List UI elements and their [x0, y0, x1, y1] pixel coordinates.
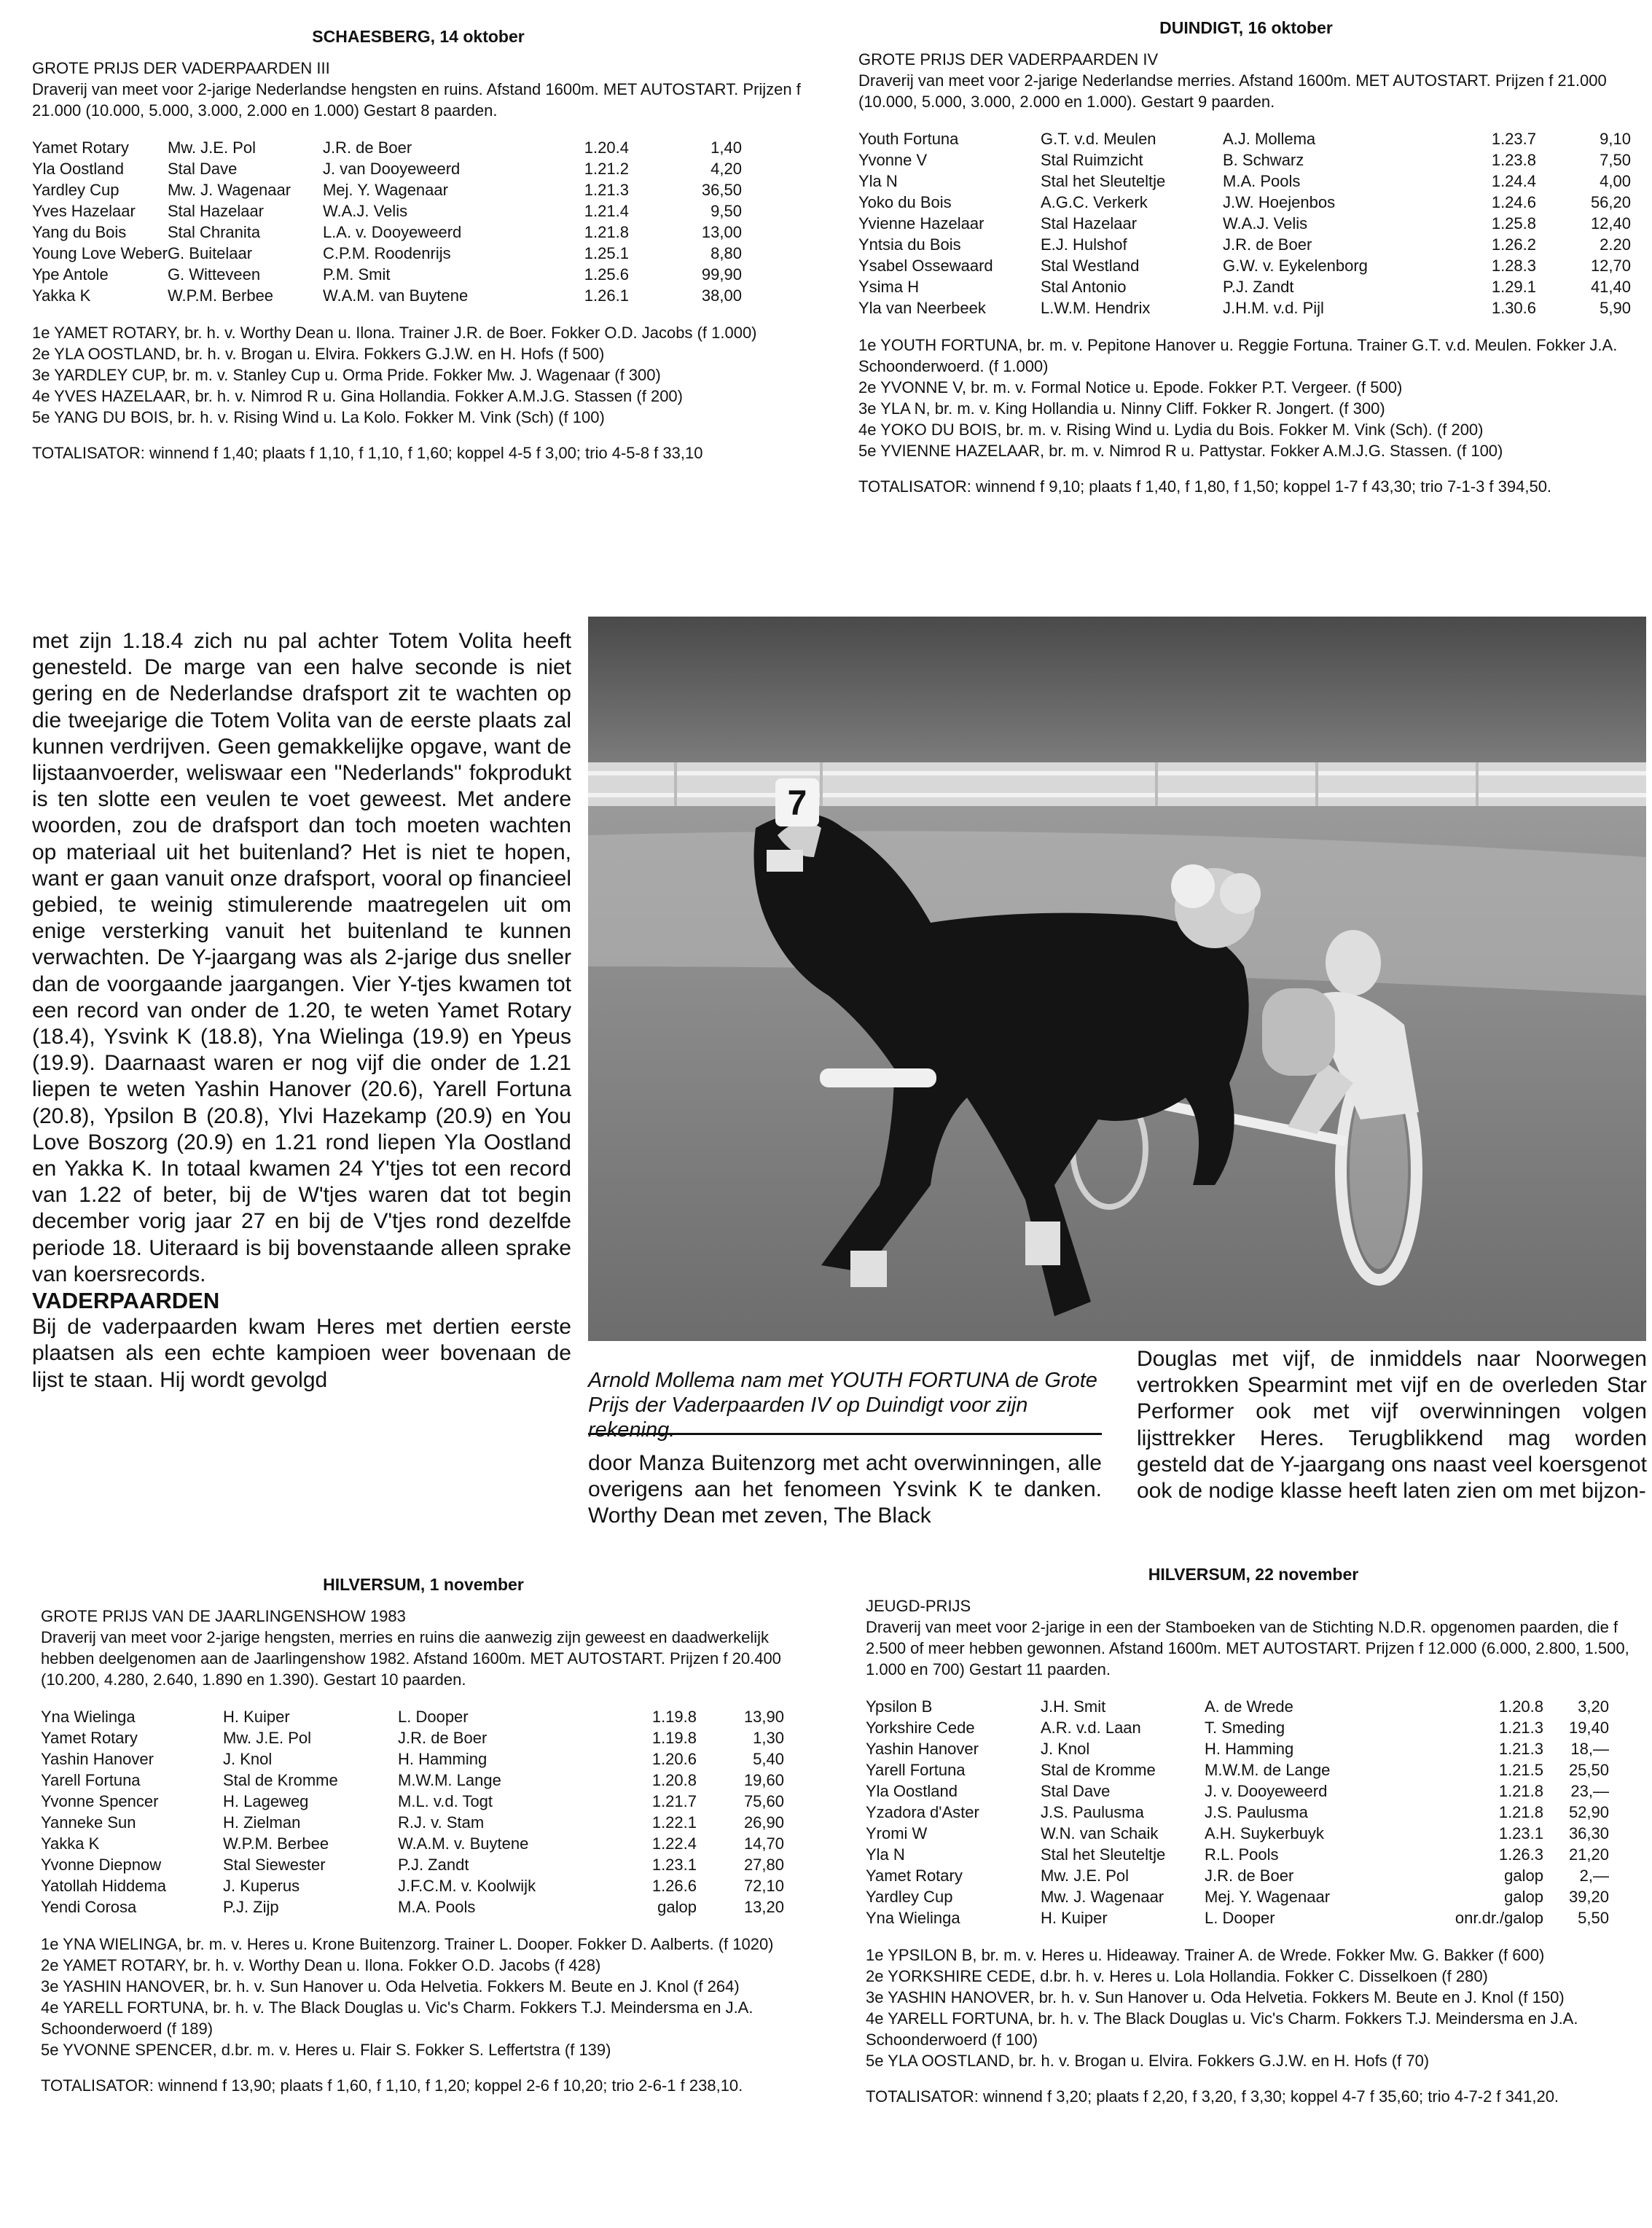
cell-owner: Stal het Sleuteltje — [1041, 172, 1166, 190]
cell-odds: 13,90 — [743, 1708, 784, 1726]
cell-horse-name: Yntsia du Bois — [858, 235, 961, 254]
cell-horse-name: Yang du Bois — [32, 223, 127, 241]
cell-horse-name: Yamet Rotary — [32, 138, 129, 157]
cell-odds: 56,20 — [1590, 193, 1631, 211]
cell-driver: C.P.M. Roodenrijs — [322, 244, 451, 262]
cell-time: 1.23.7 — [1491, 130, 1536, 148]
table-row — [866, 1696, 1609, 1717]
race-title: GROTE PRIJS DER VADERPAARDEN IV — [858, 50, 1159, 69]
placing-item: 3e YLA N, br. m. v. King Hollandia u. Ninny Cliff. Fokker R. Jongert. (f 300) — [858, 399, 1385, 418]
cell-driver: J. v. Dooyeweerd — [1205, 1782, 1328, 1800]
cell-owner: Mw. J.E. Pol — [167, 138, 256, 157]
cell-driver: J. van Dooyeweerd — [322, 160, 461, 178]
cell-driver: P.M. Smit — [322, 265, 391, 284]
cell-horse-name: Ypsilon B — [866, 1697, 933, 1716]
cell-odds: 18,— — [1570, 1740, 1609, 1758]
cell-odds: 9,10 — [1600, 130, 1631, 148]
cell-time: 1.20.6 — [651, 1750, 697, 1768]
race-title: JEUGD-PRIJS — [866, 1597, 971, 1615]
cell-time: 1.21.8 — [1498, 1782, 1543, 1800]
cell-horse-name: Ype Antole — [32, 265, 109, 284]
cell-owner: Stal Hazelaar — [167, 202, 265, 220]
cell-time: 1.19.8 — [651, 1708, 697, 1726]
cell-horse-name: Yvienne Hazelaar — [858, 214, 984, 232]
cell-driver: M.W.M. de Lange — [1205, 1761, 1331, 1779]
table-row — [32, 179, 742, 200]
cell-odds: 36,50 — [701, 181, 742, 199]
cell-owner: Stal het Sleuteltje — [1041, 1845, 1166, 1864]
cell-horse-name: Yla van Neerbeek — [858, 299, 986, 317]
cell-driver: B. Schwarz — [1223, 151, 1304, 169]
cell-time: 1.26.1 — [584, 286, 629, 305]
cell-odds: 2,— — [1579, 1867, 1609, 1885]
cell-owner: H. Kuiper — [1041, 1909, 1108, 1927]
cell-horse-name: Ysima H — [858, 278, 920, 296]
cell-driver: J.R. de Boer — [1205, 1867, 1294, 1885]
cell-driver: T. Smeding — [1205, 1719, 1285, 1737]
race-venue: HILVERSUM, 22 november — [1148, 1565, 1359, 1584]
cell-time: 1.20.8 — [651, 1771, 697, 1789]
results-body — [858, 128, 1631, 318]
cell-odds: 41,40 — [1590, 278, 1631, 296]
cell-horse-name: Yamet Rotary — [866, 1867, 963, 1885]
cell-time: galop — [1504, 1888, 1543, 1906]
cell-time: 1.19.8 — [651, 1729, 697, 1747]
table-row — [32, 222, 742, 243]
cell-time: 1.21.5 — [1498, 1761, 1543, 1779]
cell-odds: 26,90 — [743, 1813, 784, 1832]
table-row — [866, 1865, 1609, 1886]
cell-driver: M.W.M. Lange — [398, 1771, 501, 1789]
cell-horse-name: Yanneke Sun — [41, 1813, 136, 1832]
cell-owner: Stal Hazelaar — [1041, 214, 1138, 232]
cell-odds: 21,20 — [1568, 1845, 1609, 1864]
table-row — [41, 1727, 784, 1748]
cell-horse-name: Yashin Hanover — [866, 1740, 979, 1758]
results-table — [41, 1706, 784, 1918]
cell-owner: W.N. van Schaik — [1041, 1824, 1159, 1842]
cell-driver: J.W. Hoejenbos — [1223, 193, 1336, 211]
cell-horse-name: Youth Fortuna — [858, 130, 959, 148]
cell-driver: Mej. Y. Wagenaar — [1205, 1888, 1331, 1906]
cell-owner: G.T. v.d. Meulen — [1041, 130, 1156, 148]
cell-owner: Stal Siewester — [223, 1856, 326, 1874]
cell-driver: A. de Wrede — [1205, 1697, 1293, 1716]
cell-owner: Stal Westland — [1041, 257, 1140, 275]
cell-horse-name: Yla Oostland — [866, 1782, 958, 1800]
race-title: GROTE PRIJS VAN DE JAARLINGENSHOW 1983 — [41, 1607, 406, 1625]
cell-time: 1.21.4 — [584, 202, 629, 220]
totalisator: TOTALISATOR: winnend f 13,90; plaats f 1,60, f 1,10, f 1,20; koppel 2-6 f 10,20; trio 2-6-1 f 238,10. — [41, 2076, 743, 2095]
cell-driver: A.H. Suykerbuyk — [1205, 1824, 1324, 1842]
race-hilversum-22-november — [866, 1564, 1641, 2123]
article-column-3 — [1137, 1346, 1647, 1504]
table-row — [858, 171, 1631, 192]
results-table — [858, 128, 1631, 318]
cell-driver: H. Hamming — [398, 1750, 488, 1768]
cell-owner: Stal de Kromme — [1041, 1761, 1156, 1779]
cell-time: 1.26.2 — [1491, 235, 1536, 254]
cell-odds: 12,40 — [1590, 214, 1631, 232]
race-venue: HILVERSUM, 1 november — [323, 1575, 524, 1594]
cell-owner: J.H. Smit — [1041, 1697, 1106, 1716]
article-column-2 — [588, 1450, 1102, 1530]
placing-item: 3e YASHIN HANOVER, br. h. v. Sun Hanover u. Oda Helvetia. Fokkers M. Beute en J. Knol (f 150) — [866, 1988, 1565, 2006]
cell-horse-name: Yla N — [858, 172, 898, 190]
cell-owner: Mw. J.E. Pol — [1041, 1867, 1130, 1885]
cell-time: 1.20.8 — [1498, 1697, 1543, 1716]
horse-number: 7 — [787, 784, 807, 823]
cell-odds: 19,60 — [743, 1771, 784, 1789]
cell-owner: J. Kuperus — [223, 1877, 300, 1895]
cell-horse-name: Yardley Cup — [866, 1888, 953, 1906]
cell-driver: R.L. Pools — [1205, 1845, 1279, 1864]
table-row — [858, 128, 1631, 149]
cell-driver: A.J. Mollema — [1223, 130, 1316, 148]
cell-horse-name: Yna Wielinga — [866, 1909, 960, 1927]
table-row — [858, 297, 1631, 318]
placing-item: 5e YANG DU BOIS, br. h. v. Rising Wind u. La Kolo. Fokker M. Vink (Sch) (f 100) — [32, 408, 605, 426]
table-row — [866, 1717, 1609, 1738]
placing-item: 2e YORKSHIRE CEDE, d.br. h. v. Heres u. Lola Hollandia. Fokker C. Disselkoen (f 280) — [866, 1967, 1488, 1985]
cell-driver: M.A. Pools — [1223, 172, 1301, 190]
cell-horse-name: Yvonne V — [858, 151, 928, 169]
cell-odds: 7,50 — [1600, 151, 1631, 169]
cell-owner: A.G.C. Verkerk — [1041, 193, 1148, 211]
cell-odds: 99,90 — [701, 265, 742, 284]
cell-horse-name: Yakka K — [41, 1834, 100, 1853]
table-row — [858, 192, 1631, 213]
table-row — [32, 285, 742, 306]
cell-driver: R.J. v. Stam — [398, 1813, 485, 1832]
cell-time: 1.21.3 — [584, 181, 629, 199]
race-venue: DUINDIGT, 16 oktober — [1159, 18, 1333, 37]
table-row — [41, 1748, 784, 1770]
cell-driver: G.W. v. Eykelenborg — [1223, 257, 1368, 275]
race-description: Draverij van meet voor 2-jarige Nederlandse merries. Afstand 1600m. MET AUTOSTART. Prijzen f 21.000 (10.000, 5.000, 3.000, 2.000 en 1.000). Gestart 9 paarden. — [858, 71, 1607, 111]
cell-horse-name: Yla N — [866, 1845, 905, 1864]
cell-time: 1.22.1 — [651, 1813, 697, 1832]
article-text: door Manza Buitenzorg met acht overwinningen, alle overigens aan het fenomeen Ysvink K te danken. Worthy Dean met zeven, The Black — [588, 1451, 1102, 1528]
cell-horse-name: Yorkshire Cede — [866, 1719, 975, 1737]
cell-owner: H. Lageweg — [223, 1792, 309, 1810]
cell-odds: 8,80 — [710, 244, 742, 262]
cell-odds: 1,40 — [710, 138, 742, 157]
cell-owner: Stal Dave — [1041, 1782, 1111, 1800]
table-row — [32, 200, 742, 222]
table-row — [41, 1812, 784, 1833]
table-row — [866, 1781, 1609, 1802]
race-description: Draverij van meet voor 2-jarige hengsten, merries en ruins die aanwezig zijn geweest en daadwerkelijk hebben deelgenomen aan de Jaarlingenshow 1982. Afstand 1600m. MET AUTOSTART. Prijzen f 20.400 (10.200, 4.280, 2.640, 1.890 en 1.390). Gestart 10 paarden. — [41, 1628, 781, 1689]
cell-driver: L.A. v. Dooyeweerd — [322, 223, 462, 241]
placing-item: 2e YVONNE V, br. m. v. Formal Notice u. Epode. Fokker P.T. Vergeer. (f 500) — [858, 378, 1403, 396]
placing-item: 4e YARELL FORTUNA, br. h. v. The Black Douglas u. Vic's Charm. Fokkers T.J. Meindersma en J.A. Schoonderwoerd (f 189) — [41, 1998, 753, 2038]
cell-owner: W.P.M. Berbee — [223, 1834, 329, 1853]
cell-odds: 13,00 — [701, 223, 742, 241]
cell-driver: M.A. Pools — [398, 1898, 476, 1916]
article-text: met zijn 1.18.4 zich nu pal achter Totem Volita heeft genesteld. De marge van een halve seconde is niet gering en de Nederlandse drafsport zit te wachten op die tweejarige die Totem Volita van de eerste plaats zal kunnen verdrijven. Geen gemakkelijke opgave, want de lijstaanvoerder, weliswaar een "Nederlands" fokprodukt is ten slotte een veulen te voet geweest. Met andere woorden, zou de drafsport dan toch moeten wachten op materiaal uit het buitenland? Het is niet te hopen, want er gaan vanuit onze drafsport, vooral op financieel gebied, te weinig stimulerende maatregelen uit om enige versterking vanuit het buitenland te kunnen verwachten. De Y-jaargang was als 2-jarige dus sneller dan de voorgaande jaargangen. Vier Y-tjes kwamen tot een record van onder de 1.20, te weten Yamet Rotary (18.4), Ysvink K (18.8), Yna Wielinga (19.9) en Ypeus (19.9). Daarnaast waren er nog vijf die onder de 1.21 liepen te weten Yashin Hanover (20.6), Yarell Fortuna (20.8), Ypsilon B (20.8), Ylvi Hazekamp (20.9) en You Love Boszorg (20.9) en 1.21 rond liepen Yla Oostland en Yakka K. In totaal kwamen 24 Y'tjes tot een record van 1.22 of beter, bij de W'tjes waren dat tot begin december vorig jaar 27 en bij de V'tjes rond dezelfde periode 18. Uiteraard is bij bovenstaande alleen sprake van koersrecords. — [32, 629, 571, 1286]
cell-time: 1.23.1 — [1498, 1824, 1543, 1842]
cell-owner: H. Zielman — [223, 1813, 301, 1832]
placings-list — [858, 335, 1634, 461]
race-hilversum-1-november — [41, 1574, 806, 2112]
cell-driver: P.J. Zandt — [398, 1856, 469, 1874]
cell-time: 1.23.1 — [651, 1856, 697, 1874]
cell-driver: W.A.J. Velis — [322, 202, 408, 220]
cell-owner: J. Knol — [1041, 1740, 1090, 1758]
cell-time: 1.21.8 — [1498, 1803, 1543, 1821]
totalisator: TOTALISATOR: winnend f 9,10; plaats f 1,40, f 1,80, f 1,50; koppel 1-7 f 43,30; trio 7-1-3 f 394,50. — [858, 477, 1552, 496]
race-duindigt — [858, 17, 1634, 513]
placing-item: 2e YLA OOSTLAND, br. h. v. Brogan u. Elvira. Fokkers G.J.W. en H. Hofs (f 500) — [32, 345, 605, 363]
cell-driver: L. Dooper — [1205, 1909, 1275, 1927]
cell-odds: 4,20 — [710, 160, 742, 178]
cell-driver: J.R. de Boer — [398, 1729, 488, 1747]
table-row — [41, 1875, 784, 1896]
table-row — [866, 1759, 1609, 1781]
cell-time: 1.20.4 — [584, 138, 629, 157]
cell-owner: J. Knol — [223, 1750, 273, 1768]
table-row — [41, 1706, 784, 1727]
cell-odds: 19,40 — [1568, 1719, 1609, 1737]
cell-owner: Stal de Kromme — [223, 1771, 338, 1789]
cell-odds: 52,90 — [1568, 1803, 1609, 1821]
cell-horse-name: Yvonne Diepnow — [41, 1856, 162, 1874]
placing-item: 4e YOKO DU BOIS, br. m. v. Rising Wind u. Lydia du Bois. Fokker M. Vink (Sch). (f 200) — [858, 421, 1484, 439]
table-row — [866, 1907, 1609, 1928]
cell-time: 1.25.8 — [1491, 214, 1536, 232]
race-title: GROTE PRIJS DER VADERPAARDEN III — [32, 59, 330, 77]
results-body — [32, 137, 742, 306]
placing-item: 1e YOUTH FORTUNA, br. m. v. Pepitone Hanover u. Reggie Fortuna. Trainer G.T. v.d. Meulen. Fokker J.A. Schoonderwoerd. (f 1.000) — [858, 336, 1618, 375]
harness-horse-photo — [588, 617, 1646, 1341]
results-body — [866, 1696, 1609, 1928]
cell-owner: G. Witteveen — [167, 265, 261, 284]
cell-odds: 13,20 — [743, 1898, 784, 1916]
cell-owner: Stal Ruimzicht — [1041, 151, 1143, 169]
placing-item: 5e YLA OOSTLAND, br. h. v. Brogan u. Elvira. Fokkers G.J.W. en H. Hofs (f 70) — [866, 2052, 1430, 2070]
table-row — [858, 213, 1631, 234]
cell-driver: J.R. de Boer — [1223, 235, 1312, 254]
cell-time: 1.23.8 — [1491, 151, 1536, 169]
cell-horse-name: Yoko du Bois — [858, 193, 952, 211]
cell-driver: P.J. Zandt — [1223, 278, 1294, 296]
race-photo — [588, 617, 1646, 1341]
placing-item: 3e YARDLEY CUP, br. m. v. Stanley Cup u. Orma Pride. Fokker Mw. J. Wagenaar (f 300) — [32, 366, 661, 384]
cell-odds: 5,90 — [1600, 299, 1631, 317]
cell-odds: 12,70 — [1590, 257, 1631, 275]
cell-odds: 36,30 — [1568, 1824, 1609, 1842]
results-table — [866, 1696, 1609, 1928]
cell-time: 1.22.4 — [651, 1834, 697, 1853]
cell-driver: L. Dooper — [398, 1708, 469, 1726]
cell-owner: G. Buitelaar — [167, 244, 253, 262]
race-venue: SCHAESBERG, 14 oktober — [312, 27, 525, 46]
cell-horse-name: Yzadora d'Aster — [866, 1803, 979, 1821]
placings-list — [866, 1944, 1641, 2071]
placing-item: 3e YASHIN HANOVER, br. h. v. Sun Hanover u. Oda Helvetia. Fokkers M. Beute en J. Knol (f 264) — [41, 1977, 740, 1996]
cell-horse-name: Yves Hazelaar — [32, 202, 136, 220]
cell-odds: 2.20 — [1600, 235, 1631, 254]
cell-owner: Stal Dave — [167, 160, 238, 178]
cell-time: galop — [657, 1898, 697, 1916]
cell-time: 1.21.7 — [651, 1792, 697, 1810]
cell-odds: 39,20 — [1568, 1888, 1609, 1906]
cell-time: 1.24.4 — [1491, 172, 1536, 190]
table-row — [858, 276, 1631, 297]
placing-item: 1e YAMET ROTARY, br. h. v. Worthy Dean u. Ilona. Trainer J.R. de Boer. Fokker O.D. Jacobs (f 1.000) — [32, 324, 757, 342]
cell-driver: M.L. v.d. Togt — [398, 1792, 493, 1810]
cell-horse-name: Yardley Cup — [32, 181, 120, 199]
results-table — [32, 137, 742, 306]
cell-odds: 5,50 — [1578, 1909, 1609, 1927]
table-row — [866, 1738, 1609, 1759]
cell-time: 1.21.2 — [584, 160, 629, 178]
cell-owner: Mw. J. Wagenaar — [1041, 1888, 1164, 1906]
table-row — [41, 1791, 784, 1812]
totalisator: TOTALISATOR: winnend f 3,20; plaats f 2,20, f 3,20, f 3,30; koppel 4-7 f 35,60; trio 4-7-2 f 341,20. — [866, 2087, 1559, 2106]
table-row — [32, 137, 742, 158]
table-row — [866, 1886, 1609, 1907]
placing-item: 5e YVIENNE HAZELAAR, br. m. v. Nimrod R u. Pattystar. Fokker A.M.J.G. Stassen. (f 100) — [858, 442, 1503, 460]
cell-time: 1.25.6 — [584, 265, 629, 284]
divider-line — [588, 1433, 1102, 1435]
cell-odds: 27,80 — [743, 1856, 784, 1874]
totalisator: TOTALISATOR: winnend f 1,40; plaats f 1,10, f 1,10, f 1,60; koppel 4-5 f 3,00; trio 4-5-8 f 33,10 — [32, 444, 703, 462]
table-row — [32, 243, 742, 264]
section-heading: VADERPAARDEN — [32, 1288, 220, 1314]
table-row — [866, 1844, 1609, 1865]
cell-owner: W.P.M. Berbee — [167, 286, 274, 305]
table-row — [858, 255, 1631, 276]
cell-time: 1.21.3 — [1498, 1719, 1543, 1737]
cell-odds: 75,60 — [743, 1792, 784, 1810]
article-text: Douglas met vijf, de inmiddels naar Noorwegen vertrokken Spearmint met vijf en de overleden Star Performer ook met vijf overwinningen volgen lijsttrekker Heres. Terugblikkend mag worden gesteld dat de Y-jaargang ons naast veel koersgenot ook de nodige klasse heeft laten zien om met bijzon- — [1137, 1347, 1647, 1504]
cell-owner: P.J. Zijp — [223, 1898, 279, 1916]
cell-time: 1.21.3 — [1498, 1740, 1543, 1758]
placing-item: 1e YPSILON B, br. m. v. Heres u. Hideaway. Trainer A. de Wrede. Fokker Mw. G. Bakker (f 600) — [866, 1946, 1545, 1964]
cell-time: 1.25.1 — [584, 244, 629, 262]
table-row — [41, 1854, 784, 1875]
cell-odds: 5,40 — [753, 1750, 784, 1768]
cell-time: 1.24.6 — [1491, 193, 1536, 211]
table-row — [858, 149, 1631, 171]
cell-driver: J.S. Paulusma — [1205, 1803, 1308, 1821]
table-row — [32, 158, 742, 179]
cell-horse-name: Yashin Hanover — [41, 1750, 154, 1768]
cell-owner: Mw. J. Wagenaar — [167, 181, 291, 199]
results-body — [41, 1706, 784, 1918]
cell-owner: Stal Antonio — [1041, 278, 1127, 296]
cell-driver: W.A.J. Velis — [1223, 214, 1308, 232]
article-text: Bij de vaderpaarden kwam Heres met dertien eerste plaatsen als een echte kampioen weer bovenaan de lijst te staan. Hij wordt gevolgd — [32, 1315, 571, 1392]
cell-horse-name: Yarell Fortuna — [41, 1771, 141, 1789]
cell-driver: W.A.M. v. Buytene — [398, 1834, 529, 1853]
cell-odds: 72,10 — [743, 1877, 784, 1895]
placing-item: 2e YAMET ROTARY, br. h. v. Worthy Dean u. Ilona. Fokker O.D. Jacobs (f 428) — [41, 1956, 601, 1974]
cell-horse-name: Yendi Corosa — [41, 1898, 137, 1916]
placing-item: 1e YNA WIELINGA, br. m. v. Heres u. Krone Buitenzorg. Trainer L. Dooper. Fokker D. Aalberts. (f 1020) — [41, 1935, 774, 1953]
table-row — [32, 264, 742, 285]
cell-horse-name: Yatollah Hiddema — [41, 1877, 167, 1895]
cell-driver: J.F.C.M. v. Koolwijk — [398, 1877, 536, 1895]
cell-driver: J.R. de Boer — [322, 138, 412, 157]
cell-odds: 1,30 — [753, 1729, 784, 1747]
cell-horse-name: Yna Wielinga — [41, 1708, 136, 1726]
cell-owner: A.R. v.d. Laan — [1041, 1719, 1141, 1737]
table-row — [41, 1896, 784, 1918]
cell-driver: W.A.M. van Buytene — [322, 286, 469, 305]
cell-odds: 23,— — [1570, 1782, 1609, 1800]
table-row — [41, 1770, 784, 1791]
article-column-1 — [32, 628, 571, 1394]
table-row — [866, 1823, 1609, 1844]
cell-time: 1.21.8 — [584, 223, 629, 241]
cell-horse-name: Young Love Weber — [32, 244, 168, 262]
cell-horse-name: Yamet Rotary — [41, 1729, 138, 1747]
table-row — [41, 1833, 784, 1854]
cell-driver: H. Hamming — [1205, 1740, 1294, 1758]
cell-owner: Stal Chranita — [167, 223, 261, 241]
cell-time: 1.28.3 — [1491, 257, 1536, 275]
race-description: Draverij van meet voor 2-jarige Nederlandse hengsten en ruins. Afstand 1600m. MET AUTOSTART. Prijzen f 21.000 (10.000, 5.000, 3.000, 2.000 en 1.000) Gestart 8 paarden. — [32, 80, 801, 120]
cell-owner: E.J. Hulshof — [1041, 235, 1127, 254]
cell-odds: 25,50 — [1568, 1761, 1609, 1779]
table-row — [866, 1802, 1609, 1823]
cell-owner: Mw. J.E. Pol — [223, 1729, 312, 1747]
race-schaesberg — [32, 26, 805, 480]
cell-horse-name: Yakka K — [32, 286, 91, 305]
cell-odds: 38,00 — [701, 286, 742, 305]
cell-odds: 14,70 — [743, 1834, 784, 1853]
cell-horse-name: Yla Oostland — [32, 160, 124, 178]
photo-caption: Arnold Mollema nam met YOUTH FORTUNA de Grote Prijs der Vaderpaarden IV op Duindigt voor zijn rekening. — [588, 1369, 1097, 1442]
cell-odds: 9,50 — [710, 202, 742, 220]
cell-odds: 4,00 — [1600, 172, 1631, 190]
cell-owner: J.S. Paulusma — [1041, 1803, 1144, 1821]
cell-owner: L.W.M. Hendrix — [1041, 299, 1151, 317]
cell-horse-name: Ysabel Ossewaard — [858, 257, 993, 275]
cell-time: 1.26.3 — [1498, 1845, 1543, 1864]
cell-driver: Mej. Y. Wagenaar — [322, 181, 448, 199]
cell-time: 1.30.6 — [1491, 299, 1536, 317]
cell-time: 1.26.6 — [651, 1877, 697, 1895]
table-row — [858, 234, 1631, 255]
cell-odds: 3,20 — [1578, 1697, 1609, 1716]
cell-time: onr.dr./galop — [1455, 1909, 1543, 1927]
race-description: Draverij van meet voor 2-jarige in een der Stamboeken van de Stichting N.D.R. opgenomen paarden, die f 2.500 of meer hebben gewonnen. Afstand 1600m. MET AUTOSTART. Prijzen f 12.000 (6.000, 2.800, 1.500, 1.000 en 700) Gestart 11 paarden. — [866, 1618, 1629, 1678]
cell-owner: H. Kuiper — [223, 1708, 290, 1726]
placings-list — [41, 1934, 806, 2060]
placing-item: 5e YVONNE SPENCER, d.br. m. v. Heres u. Flair S. Fokker S. Leffertstra (f 139) — [41, 2041, 611, 2059]
cell-horse-name: Yarell Fortuna — [866, 1761, 966, 1779]
cell-driver: J.H.M. v.d. Pijl — [1223, 299, 1324, 317]
cell-time: 1.29.1 — [1491, 278, 1536, 296]
placing-item: 4e YARELL FORTUNA, br. h. v. The Black Douglas u. Vic's Charm. Fokkers T.J. Meindersma en J.A. Schoonderwoerd (f 100) — [866, 2009, 1578, 2049]
cell-horse-name: Yromi W — [866, 1824, 928, 1842]
cell-time: galop — [1504, 1867, 1543, 1885]
placings-list — [32, 322, 805, 428]
cell-horse-name: Yvonne Spencer — [41, 1792, 159, 1810]
placing-item: 4e YVES HAZELAAR, br. h. v. Nimrod R u. Gina Hollandia. Fokker A.M.J.G. Stassen (f 200) — [32, 387, 683, 405]
